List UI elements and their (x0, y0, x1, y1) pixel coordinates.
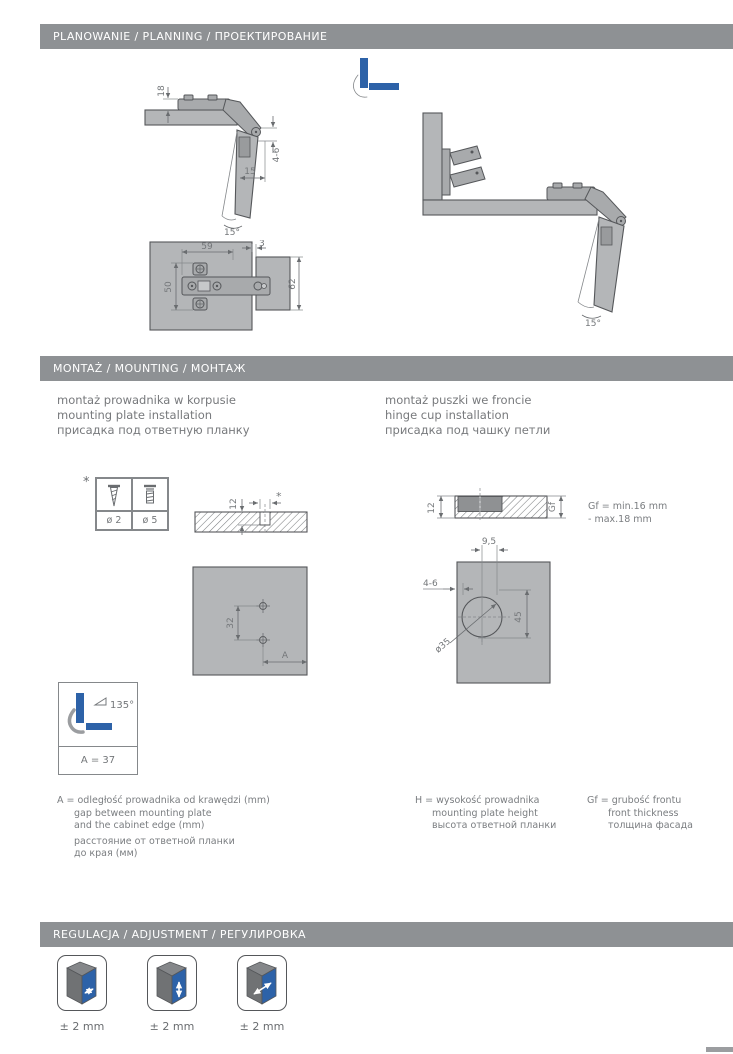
corner-angle-icon (59, 683, 137, 747)
plate-drilling-pattern-diagram (190, 565, 315, 680)
section-header-adjustment (40, 922, 733, 947)
section-title: PLANOWANIE / PLANNING / ПРОЕКТИРОВАНИЕ (53, 30, 328, 43)
section-header-mounting (40, 356, 733, 381)
asterisk-note: * (83, 475, 90, 490)
dim-cup-height: 45 (514, 611, 524, 623)
diameter-label: ø 2 (96, 511, 132, 530)
footnote-line: H = wysokość prowadnika (415, 795, 540, 806)
cup-drilling-pattern-diagram (420, 533, 570, 691)
intro-mounting-plate (57, 393, 250, 438)
footnote-h (415, 795, 556, 833)
application-view-diagram (415, 105, 645, 330)
note-line: - max.18 mm (588, 514, 652, 525)
dim-angle: 15° (224, 228, 240, 238)
depth-adjustment-icon (238, 956, 285, 1008)
intro-line: hinge cup installation (385, 408, 509, 422)
footnote-line: A = odległość prowadnika od krawędzi (mm) (57, 795, 270, 806)
section-header-planning (40, 24, 733, 49)
dim-door-width: 62 (288, 278, 298, 290)
footnote-gf (587, 795, 693, 833)
screw-cell (132, 478, 168, 511)
dim-cup-gap: 4-6 (272, 147, 282, 163)
intro-line: mounting plate installation (57, 408, 213, 422)
dim-cup-diameter: ø35 (433, 636, 453, 656)
intro-line: присадка под чашку петли (385, 423, 551, 437)
section-title: MONTAŻ / MOUNTING / МОНТАЖ (53, 362, 246, 375)
height-adjustment-icon (148, 956, 195, 1008)
dim-hole-spacing: 32 (226, 617, 236, 629)
corner-application-icon (343, 55, 405, 107)
cup-section-diagram (425, 468, 585, 526)
footnote-line: mounting plate height (432, 807, 538, 819)
front-panel (457, 562, 550, 683)
panel-glyph-horizontal (369, 83, 399, 90)
pilot-hole-section-diagram (190, 487, 315, 539)
footnote-a (57, 795, 270, 861)
adjustment-range-label: ± 2 mm (239, 1020, 285, 1033)
hinge-side-view-diagram (140, 75, 305, 240)
footnote-line: gap between mounting plate (74, 807, 212, 819)
drill-bit-table (95, 477, 169, 531)
cabinet-panel (145, 110, 237, 125)
footnote-line: front thickness (608, 807, 679, 819)
dim-arm-height: 18 (157, 85, 167, 97)
footnote-line: расстояние от ответной планки (74, 835, 235, 847)
footnote-line: толщина фасада (608, 820, 693, 831)
intro-line: присадка под ответную планку (57, 423, 250, 437)
front-panel-section (455, 488, 547, 520)
angle-symbol-icon (95, 698, 106, 705)
screw-cell (96, 478, 132, 511)
dimension-lines (582, 315, 601, 329)
height-adjustment-box (147, 955, 197, 1011)
front-thickness-note (588, 500, 667, 526)
adjustment-range-label: ± 2 mm (149, 1020, 195, 1033)
cabinet-panel (193, 567, 307, 675)
dim-plate-length: 59 (201, 242, 213, 252)
footnote-line: высота ответной планки (432, 820, 557, 831)
opening-angle-value: 135° (110, 700, 135, 711)
drill-bit-legend (83, 477, 173, 531)
intro-line: montaż puszki we froncie (385, 393, 532, 407)
dim-offset: 15 (244, 167, 256, 177)
dim-gap: 3 (259, 240, 265, 249)
footnote-line: and the cabinet edge (mm) (74, 820, 205, 831)
depth-adjustment-box (237, 955, 287, 1011)
side-adjustment-icon (58, 956, 105, 1008)
dim-edge-gap: 4-6 (423, 579, 438, 589)
footnote-line: Gf = grubość frontu (587, 795, 682, 806)
side-adjustment-box (57, 955, 107, 1011)
diameter-label: ø 5 (132, 511, 168, 530)
panel-glyph-vertical (360, 58, 368, 88)
page-corner-tab (706, 1047, 733, 1052)
dim-cup-depth: 12 (427, 502, 437, 514)
mounting-plate-top-view (145, 240, 320, 335)
dim-angle: 15° (585, 319, 601, 329)
folded-hinge (442, 146, 485, 195)
wood-screw-icon (99, 481, 129, 509)
section-title: REGULACJA / ADJUSTMENT / РЕГУЛИРОВКА (53, 928, 306, 941)
dim-drill-star: * (276, 490, 282, 503)
dim-front-thickness: Gf (548, 501, 558, 513)
door-panel (594, 217, 624, 312)
opening-angle-box (58, 682, 138, 775)
intro-line: montaż prowadnika w korpusie (57, 393, 236, 407)
panel-glyph-horizontal (86, 723, 112, 730)
intro-hinge-cup (385, 393, 550, 438)
euro-screw-icon (135, 481, 165, 509)
dim-cup-offset: 9,5 (481, 537, 497, 547)
dim-screw-span: 50 (164, 281, 174, 293)
adjustment-range-label: ± 2 mm (59, 1020, 105, 1033)
footnote-line: до края (мм) (74, 848, 138, 859)
edge-distance-value: A = 37 (59, 746, 137, 774)
dim-drill-depth: 12 (229, 498, 239, 510)
panel-section (195, 504, 307, 532)
note-line: Gf = min.16 mm (588, 501, 668, 512)
dim-edge-distance: A (281, 651, 289, 661)
panel-glyph-vertical (76, 693, 84, 723)
